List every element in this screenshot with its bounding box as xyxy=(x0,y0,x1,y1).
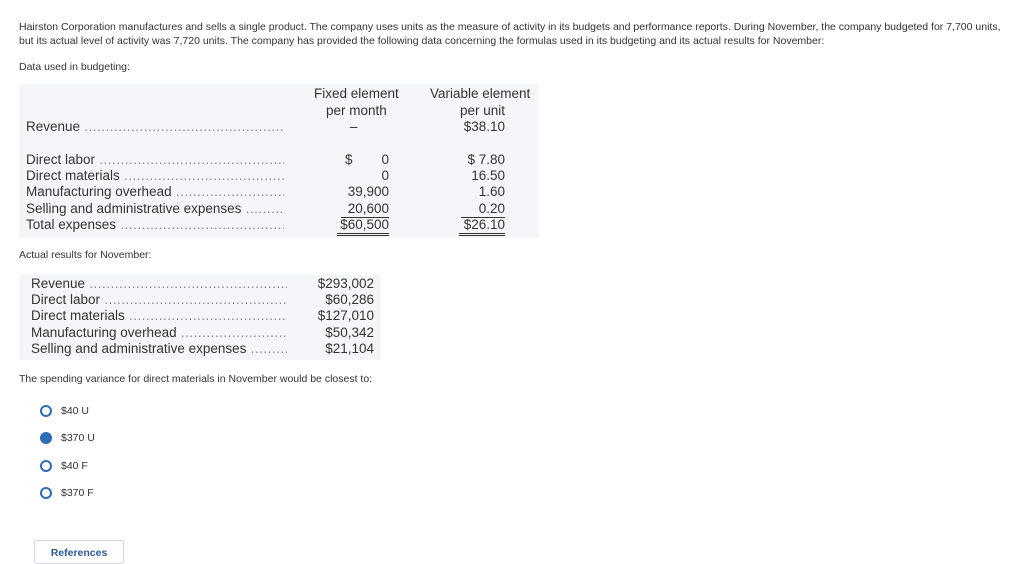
actual-row-label: Manufacturing overhead ..... xyxy=(31,325,287,341)
actual-row-label: Revenue ..... xyxy=(31,276,287,292)
actual-heading: Actual results for November: xyxy=(19,249,152,261)
question-text: The spending variance for direct materials in November would be closest to: xyxy=(19,373,373,385)
budget-row-label: Direct materials ..... xyxy=(26,168,284,184)
answer-option[interactable] xyxy=(40,458,88,474)
answer-option-label: $40 U xyxy=(61,405,90,417)
answer-option-label: $370 F xyxy=(61,487,94,499)
references-button[interactable]: References xyxy=(34,540,124,564)
budget-heading: Data used in budgeting: xyxy=(19,61,130,73)
budget-row-label: Direct labor ..... xyxy=(26,152,284,168)
problem-intro: Hairston Corporation manufactures and sells a single product. The company uses units as the measure of activity in its budgets and performance reports. During November, the company budgeted for 7,700 units, but its actual level of activity was 7,720 units. The company has provided the following data concerning the formulas used in its budgeting and its actual results for November: xyxy=(19,21,1001,47)
budget-row-variable: $ 7.80 xyxy=(467,152,505,167)
actual-row-label: Direct materials ..... xyxy=(31,308,287,324)
fixed-col-header-1: Fixed element xyxy=(314,86,399,101)
budget-row-label: Selling and administrative expenses ..... xyxy=(26,201,284,217)
fixed-col-header-2: per month xyxy=(326,103,387,118)
budget-row-label: Manufacturing overhead ..... xyxy=(26,184,284,200)
budget-row-fixed: 20,600 xyxy=(341,201,389,218)
actual-row-value: $50,342 xyxy=(325,325,374,340)
budget-revenue-variable: $38.10 xyxy=(463,119,505,134)
radio-button[interactable] xyxy=(40,405,52,417)
variable-col-header-2: per unit xyxy=(460,103,506,118)
actual-row-value: $293,002 xyxy=(317,276,374,291)
budget-row-variable: 16.50 xyxy=(471,168,505,183)
actual-row-label: Selling and administrative expenses ..... xyxy=(31,341,287,357)
answer-option[interactable] xyxy=(40,485,94,501)
answer-option-label: $370 U xyxy=(61,432,95,444)
budget-total-fixed: $60,500 xyxy=(337,217,389,236)
budget-total-variable: $26.10 xyxy=(459,217,505,236)
budget-row-fixed: 39,900 xyxy=(347,184,389,199)
answer-option-label: $40 F xyxy=(61,460,88,472)
actual-results-table xyxy=(19,275,381,360)
variable-col-header-1: Variable element xyxy=(430,86,531,101)
radio-button[interactable] xyxy=(40,460,52,472)
budget-revenue-label: Revenue ..... xyxy=(26,119,284,135)
actual-row-label: Direct labor ..... xyxy=(31,292,287,308)
budget-row-fixed: 0 xyxy=(381,152,389,167)
actual-row-value: $127,010 xyxy=(317,308,374,323)
budget-row-fixed: 0 xyxy=(381,168,389,183)
actual-row-value: $60,286 xyxy=(325,292,374,307)
answer-option-selected[interactable] xyxy=(40,430,95,446)
radio-button-selected[interactable] xyxy=(40,432,52,444)
budget-table xyxy=(19,84,539,238)
radio-button[interactable] xyxy=(40,487,52,499)
budget-row-fixed-symbol: $ xyxy=(345,152,353,167)
budget-total-label: Total expenses ..... xyxy=(26,217,284,233)
budget-revenue-fixed: – xyxy=(350,119,358,134)
budget-row-variable: 1.60 xyxy=(478,184,505,199)
actual-row-value: $21,104 xyxy=(325,341,374,356)
budget-row-variable: 0.20 xyxy=(461,201,505,218)
answer-option[interactable] xyxy=(40,403,89,419)
